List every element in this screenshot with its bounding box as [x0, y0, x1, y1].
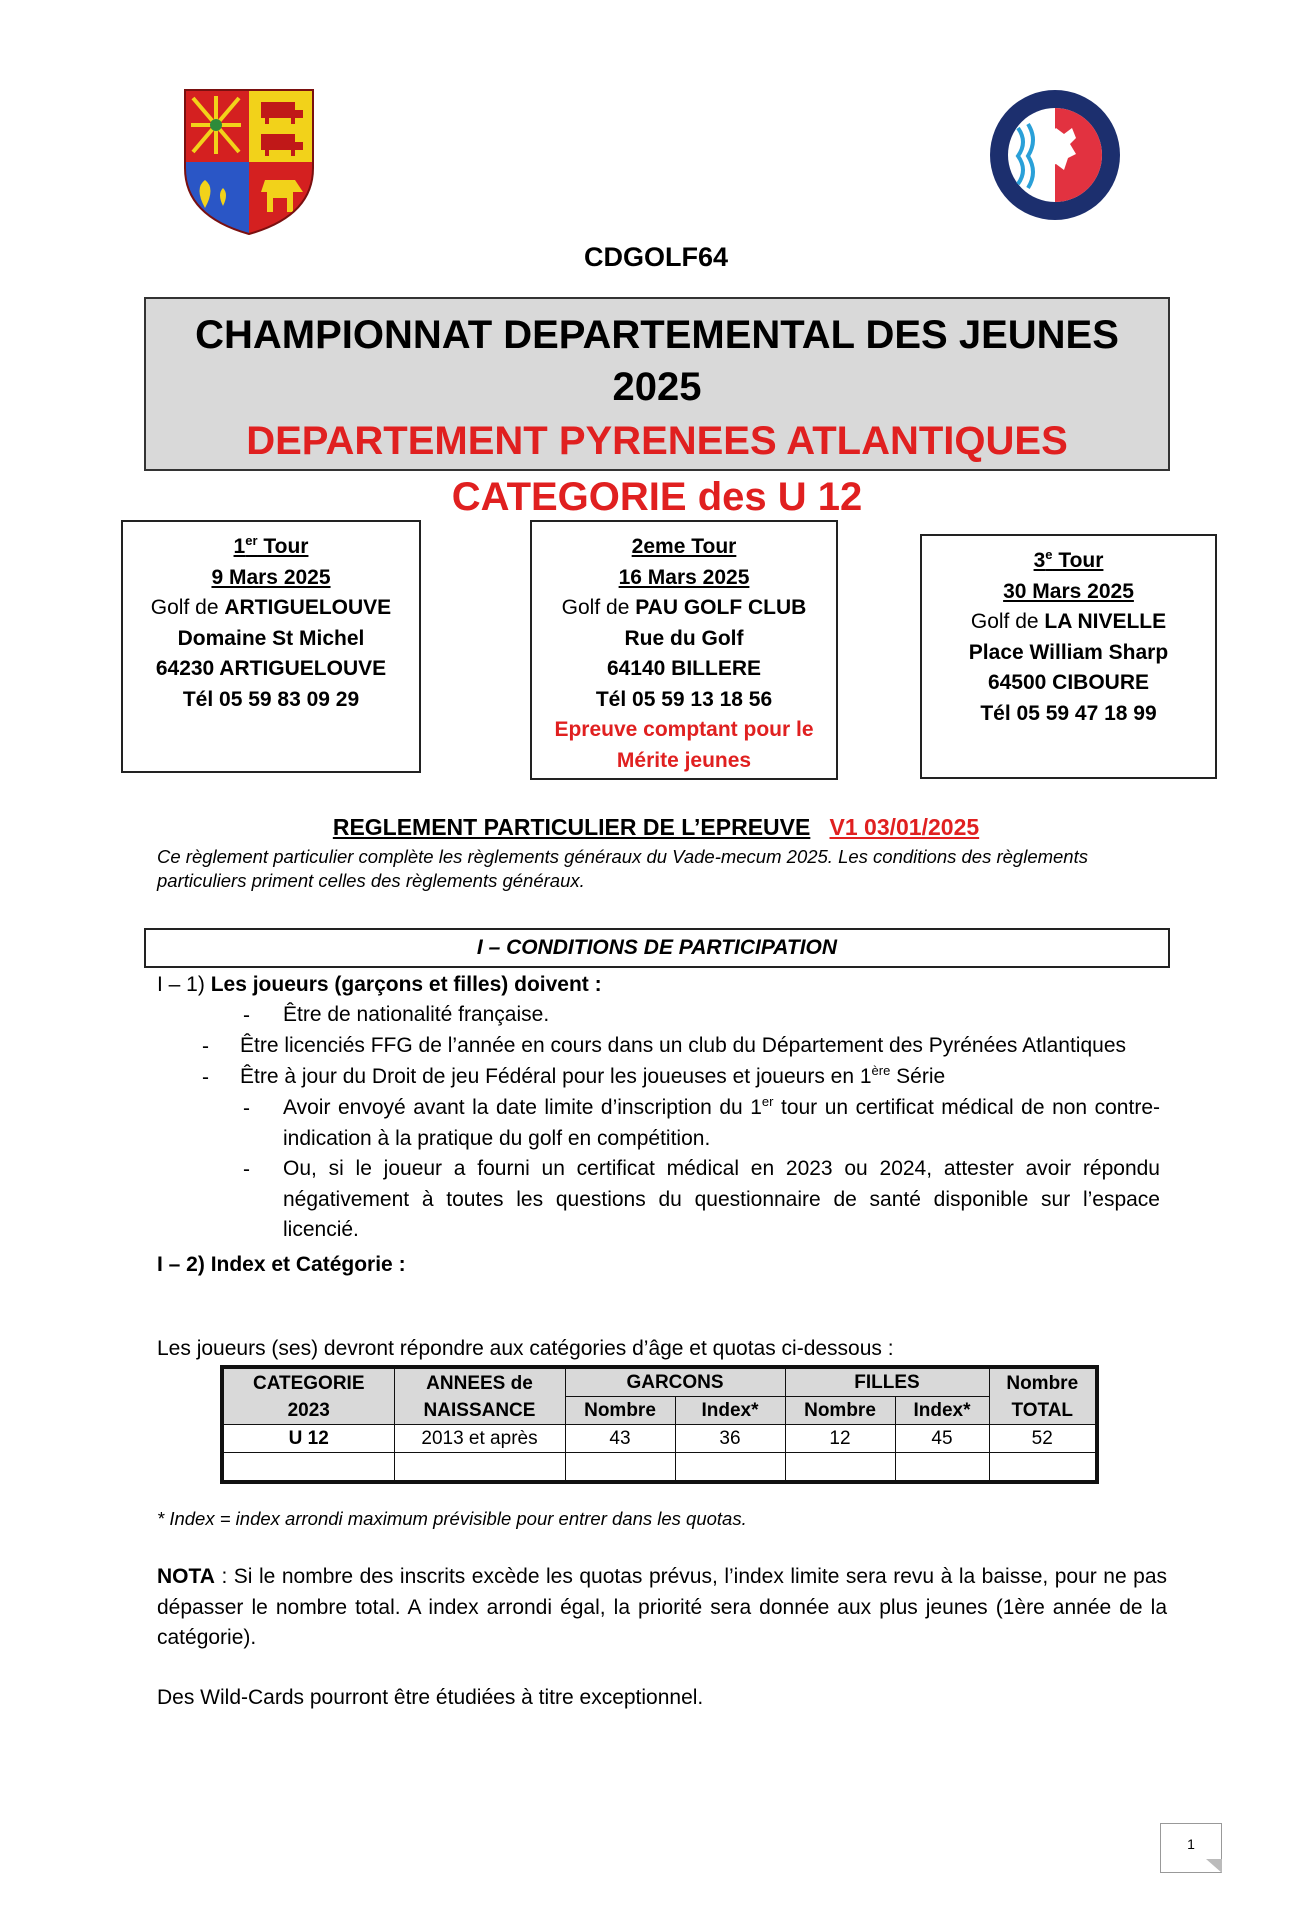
tour-date: 30 Mars 2025 [1003, 579, 1134, 603]
tour-box-3 [920, 534, 1217, 779]
cell-annees: 2013 et après [394, 1425, 565, 1453]
reglement-title: REGLEMENT PARTICULIER DE L’EPREUVE V1 03/01/2025 [332, 814, 980, 840]
list-item-questionnaire: Ou, si le joueur a fourni un certificat médical en 2023 ou 2024, attester avoir répondu négativement à toutes les questions du questionnaire de santé disponible sur l’espace licencié. [283, 1157, 1160, 1241]
cell-filles-index: 45 [895, 1425, 989, 1453]
cell-garcons-index: 36 [675, 1425, 785, 1453]
empty-cell [675, 1453, 785, 1483]
tour-golf: Golf de LA NIVELLE [970, 610, 1167, 633]
page-number: 1 [1160, 1823, 1222, 1873]
tour-note-merite: Epreuve comptant pour le Mérite jeunes [554, 718, 814, 772]
empty-cell [989, 1453, 1097, 1483]
list-item-certificat: Avoir envoyé avant la date limite d’inscription du 1er tour un certificat médical de non contre-indication à la pratique du golf en compétition. [283, 1094, 1160, 1150]
empty-cell [895, 1453, 989, 1483]
nota-paragraph: NOTA : Si le nombre des inscrits excède les quotas prévus, l’index limite sera revu à la baisse, pour ne pas dépasser le nombre total. A index arrondi égal, la priorité sera donnée aux plus jeunes (1ère année de la catégorie). [157, 1565, 1167, 1649]
header-filles-nombre: Nombre [785, 1397, 895, 1425]
list-item-licencies: Être licenciés FFG de l’année en cours dans un club du Département des Pyrénées Atlantiques [240, 1034, 1127, 1057]
wildcards-paragraph: Des Wild-Cards pourront être étudiées à titre exceptionnel. [157, 1686, 704, 1709]
tour-address-line2: 64140 BILLERE [606, 657, 762, 680]
tour-label: 2eme Tour [631, 535, 737, 558]
department-title: DEPARTEMENT PYRENEES ATLANTIQUES [246, 419, 1068, 463]
tour-date: 16 Mars 2025 [618, 565, 750, 589]
header-filles-index: Index* [895, 1397, 989, 1425]
table-row-empty [222, 1453, 1097, 1483]
cell-total: 52 [989, 1425, 1097, 1453]
list-item-droit-de-jeu: Être à jour du Droit de jeu Fédéral pour les joueuses et joueurs en 1ère Série [240, 1063, 946, 1088]
header-categorie: CATEGORIE 2023 [222, 1367, 394, 1425]
quota-table [220, 1365, 1099, 1484]
pyrenees-atlantiques-coat-of-arms-logo [183, 88, 315, 236]
empty-cell [785, 1453, 895, 1483]
list-dash: - [202, 1035, 209, 1058]
header-garcons: GARCONS [565, 1367, 785, 1397]
category-title: CATEGORIE des U 12 [451, 475, 863, 519]
tour-phone: Tél 05 59 47 18 99 [980, 701, 1157, 725]
subsection-joueurs: I – 1) Les joueurs (garçons et filles) doivent : [157, 973, 602, 996]
empty-cell [222, 1453, 394, 1483]
tour-golf: Golf de ARTIGUELOUVE [150, 596, 392, 619]
tour-address-line1: Rue du Golf [624, 626, 744, 650]
cell-filles-nombre: 12 [785, 1425, 895, 1453]
cell-garcons-nombre: 43 [565, 1425, 675, 1453]
list-dash: - [243, 1004, 250, 1027]
empty-cell [565, 1453, 675, 1483]
table-caption: Les joueurs (ses) devront répondre aux catégories d’âge et quotas ci-dessous : [157, 1337, 894, 1360]
header-filles: FILLES [785, 1367, 989, 1397]
tour-label: 3e Tour [1033, 547, 1104, 572]
tour-golf: Golf de PAU GOLF CLUB [561, 596, 807, 619]
header-annees-naissance: ANNEES de NAISSANCE [394, 1367, 565, 1425]
header-nombre-total: Nombre TOTAL [989, 1367, 1097, 1425]
tour-box-1 [121, 520, 421, 773]
page-corner-fold [1206, 1859, 1222, 1873]
list-item-nationalite: Être de nationalité française. [283, 1003, 550, 1026]
list-dash: - [202, 1066, 209, 1089]
main-title: CHAMPIONNAT DEPARTEMENTAL DES JEUNES 2025 [195, 313, 1119, 409]
header-garcons-nombre: Nombre [565, 1397, 675, 1425]
reglement-intro: Ce règlement particulier complète les règlements généraux du Vade-mecum 2025. Les conditions des règlements particuliers priment celles des règlements généraux. [157, 846, 1088, 891]
reglement-version: V1 03/01/2025 [829, 814, 980, 840]
title-box [144, 297, 1170, 519]
tour-label: 1er Tour [233, 533, 309, 558]
section-title-conditions: I – CONDITIONS DE PARTICIPATION [144, 928, 1170, 968]
table-row [222, 1425, 1097, 1453]
tour-date: 9 Mars 2025 [211, 565, 331, 589]
empty-cell [394, 1453, 565, 1483]
index-footnote: * Index = index arrondi maximum prévisible pour entrer dans les quotas. [157, 1508, 747, 1529]
tour-box-2 [530, 520, 838, 780]
header-garcons-index: Index* [675, 1397, 785, 1425]
organizer-name: CDGOLF64 [583, 242, 729, 272]
tour-address-line1: Place William Sharp [968, 640, 1169, 664]
list-dash: - [243, 1097, 250, 1120]
subsection-index-categorie: I – 2) Index et Catégorie : [157, 1253, 406, 1276]
list-dash: - [243, 1158, 250, 1181]
cell-categorie: U 12 [222, 1425, 394, 1453]
tour-phone: Tél 05 59 13 18 56 [595, 687, 773, 711]
tour-address-line2: 64230 ARTIGUELOUVE [155, 657, 387, 680]
tour-address-line1: Domaine St Michel [177, 626, 365, 650]
tour-phone: Tél 05 59 83 09 29 [182, 687, 360, 711]
ligue-de-golf-nouvelle-aquitaine-logo [988, 88, 1122, 222]
tour-address-line2: 64500 CIBOURE [987, 671, 1150, 694]
